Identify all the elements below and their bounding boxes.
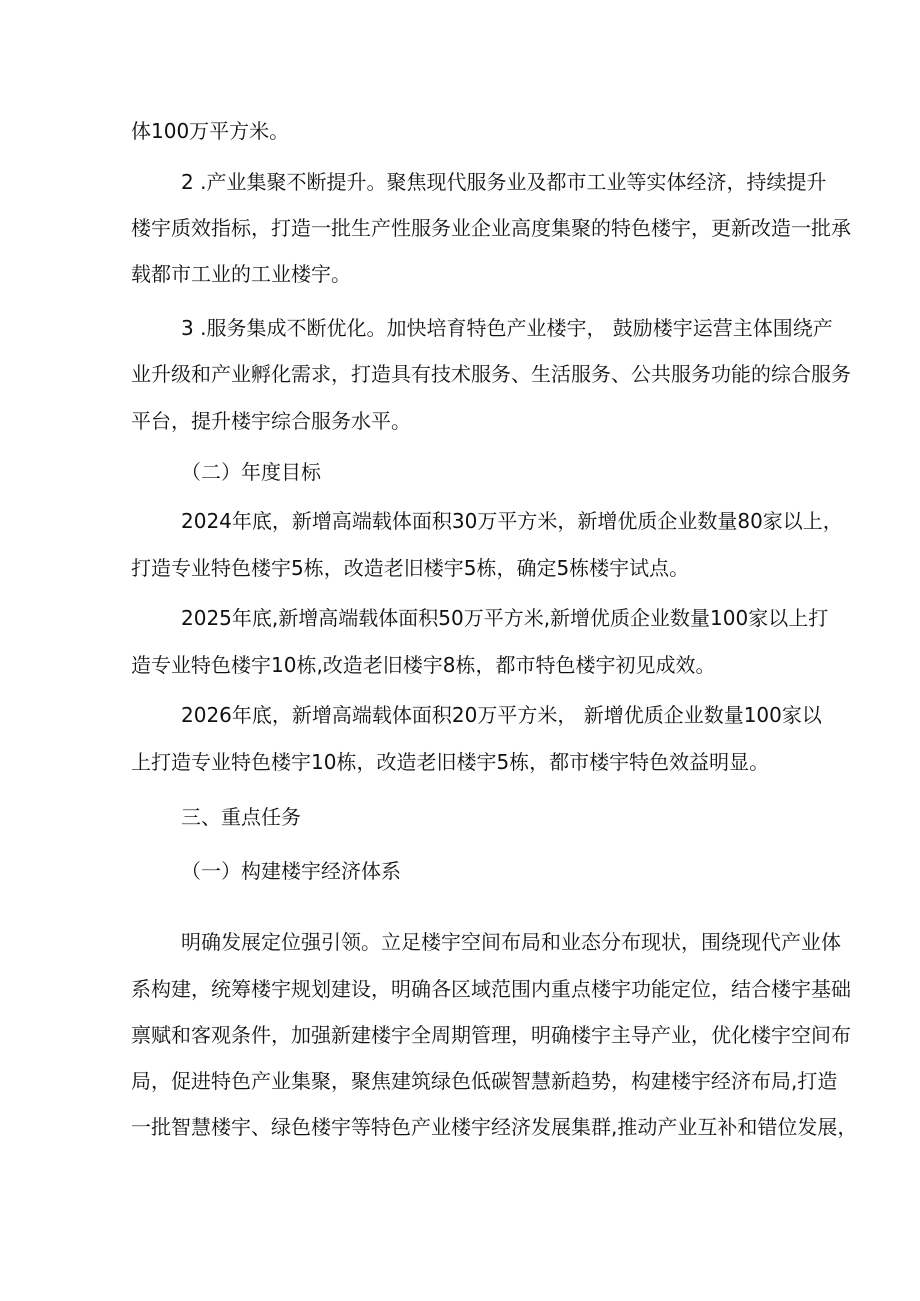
text-line: 体100万平方米。: [131, 119, 290, 143]
text-line: 2024年底，新增高端载体面积30万平方米，新增优质企业数量80家以上，: [181, 509, 843, 533]
text-line: 载都市工业的工业楼宇。: [131, 262, 351, 286]
text-line: 造专业特色楼宇10栋,改造老旧楼宇8栋，都市特色楼宇初见成效。: [131, 653, 716, 677]
text-line: 系构建，统筹楼宇规划建设，明确各区域范围内重点楼宇功能定位，结合楼宇基础: [131, 977, 851, 1001]
section-heading: （一）构建楼宇经济体系: [181, 859, 401, 883]
text-line: 一批智慧楼宇、绿色楼宇等特色产业楼宇经济发展集群,推动产业互补和错位发展，: [131, 1115, 858, 1139]
text-line: 禀赋和客观条件，加强新建楼宇全周期管理，明确楼宇主导产业，优化楼宇空间布: [131, 1023, 851, 1047]
text-line: 平台，提升楼宇综合服务水平。: [131, 409, 411, 433]
section-heading: 三、重点任务: [181, 805, 301, 829]
text-line: 3 .服务集成不断优化。加快培育特色产业楼宇， 鼓励楼宇运营主体围绕产: [181, 316, 833, 340]
text-line: 上打造专业特色楼宇10栋，改造老旧楼宇5栋，都市楼宇特色效益明显。: [131, 750, 770, 774]
section-heading: （二）年度目标: [181, 460, 321, 484]
text-line: 楼宇质效指标，打造一批生产性服务业企业高度集聚的特色楼宇，更新改造一批承: [131, 216, 851, 240]
text-line: 2026年底，新增高端载体面积20万平方米， 新增优质企业数量100家以: [181, 703, 822, 727]
text-line: 2025年底,新增高端载体面积50万平方米,新增优质企业数量100家以上打: [181, 606, 829, 630]
text-line: 局，促进特色产业集聚，聚焦建筑绿色低碳智慧新趋势，构建楼宇经济布局,打造: [131, 1069, 838, 1093]
text-line: 业升级和产业孵化需求，打造具有技术服务、生活服务、公共服务功能的综合服务: [131, 362, 851, 386]
text-line: 打造专业特色楼宇5栋，改造老旧楼宇5栋，确定5栋楼宇试点。: [131, 556, 690, 580]
text-line: 2 .产业集聚不断提升。聚焦现代服务业及都市工业等实体经济，持续提升: [181, 170, 827, 194]
text-line: 明确发展定位强引领。立足楼宇空间布局和业态分布现状，围绕现代产业体: [181, 930, 841, 954]
